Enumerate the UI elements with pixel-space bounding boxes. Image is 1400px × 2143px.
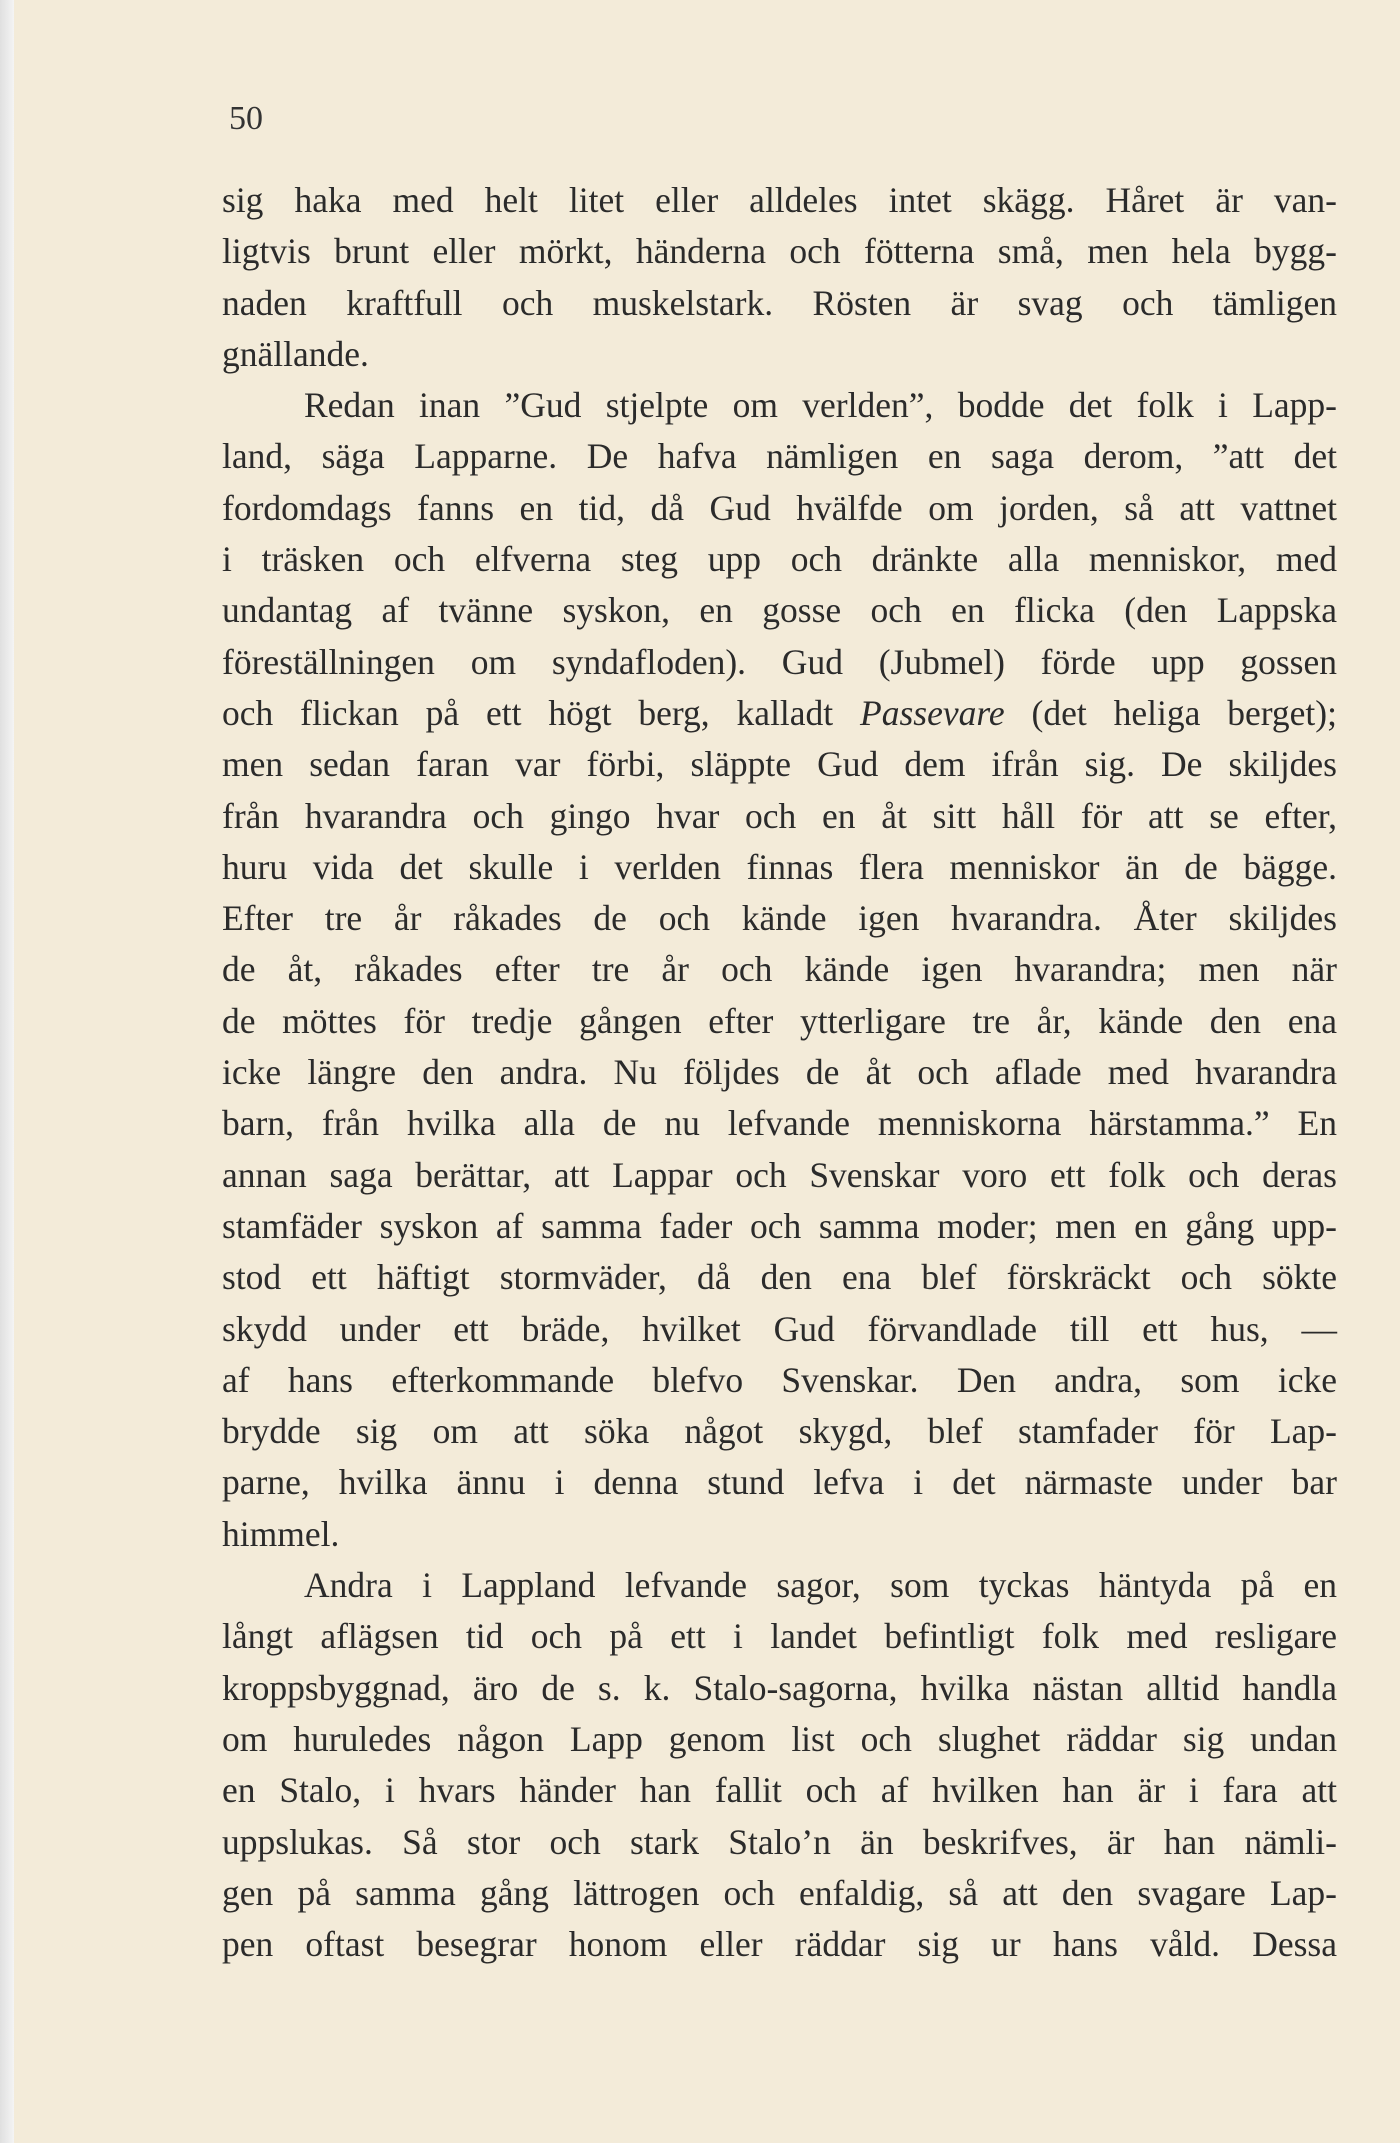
text-line: skydd under ett bräde, hvilket Gud förvandlade till ett hus, — (222, 1308, 1337, 1349)
text-line: barn, från hvilka alla de nu lefvande menniskorna härstamma.” En (222, 1103, 1337, 1144)
text-line: icke längre den andra. Nu följdes de åt och aflade med hvarandra (222, 1052, 1337, 1093)
text-line: långt aflägsen tid och på ett i landet befintligt folk med resligare (222, 1616, 1337, 1657)
text-line: pen oftast besegrar honom eller räddar sig ur hans våld. Dessa (222, 1924, 1337, 1965)
body-text (222, 175, 1337, 1970)
text-line: land, säga Lapparne. De hafva nämligen en saga derom, ”att det (222, 436, 1337, 477)
text-line: stod ett häftigt stormväder, då den ena blef förskräckt och sökte (222, 1257, 1337, 1298)
text-line: parne, hvilka ännu i denna stund lefva i det närmaste under bar (222, 1462, 1337, 1503)
text-line: en Stalo, i hvars händer han fallit och af hvilken han är i fara att (222, 1770, 1337, 1811)
text-line: undantag af tvänne syskon, en gosse och en flicka (den Lappska (222, 590, 1337, 631)
text-line: i träsken och elfverna steg upp och dränkte alla menniskor, med (222, 539, 1337, 580)
text-line: om huruledes någon Lapp genom list och slughet räddar sig undan (222, 1718, 1337, 1759)
text-line: kroppsbyggnad, äro de s. k. Stalo-sagorna, hvilka nästan alltid handla (222, 1667, 1337, 1708)
text-line: af hans efterkommande blefvo Svenskar. Den andra, som icke (222, 1359, 1337, 1400)
text-line: Efter tre år råkades de och kände igen hvarandra. Åter skiljdes (222, 898, 1337, 939)
text-line: annan saga berättar, att Lappar och Svenskar voro ett folk och deras (222, 1154, 1337, 1195)
text-line: fordomdags fanns en tid, då Gud hvälfde om jorden, så att vattnet (222, 487, 1337, 528)
text-line: uppslukas. Så stor och stark Stalo’n än beskrifves, är han nämli- (222, 1821, 1337, 1862)
text-line: från hvarandra och gingo hvar och en åt sitt håll för att se efter, (222, 795, 1337, 836)
text-line: gnällande. (222, 333, 369, 374)
text-line: himmel. (222, 1513, 340, 1554)
text-line: men sedan faran var förbi, släppte Gud dem ifrån sig. De skiljdes (222, 744, 1337, 785)
text-line: Andra i Lappland lefvande sagor, som tyckas häntyda på en (304, 1565, 1337, 1606)
text-line: brydde sig om att söka något skygd, blef stamfader för Lap- (222, 1411, 1337, 1452)
text-line: gen på samma gång lättrogen och enfaldig, så att den svagare Lap- (222, 1872, 1337, 1913)
text-line: sig haka med helt litet eller alldeles intet skägg. Håret är van- (222, 180, 1337, 220)
text-line: stamfäder syskon af samma fader och samma moder; men en gång upp- (222, 1205, 1337, 1246)
text-line: Redan inan ”Gud stjelpte om verlden”, bodde det folk i Lapp- (304, 385, 1337, 426)
scan-edge (0, 0, 14, 2143)
text-line: huru vida det skulle i verlden finnas flera menniskor än de bägge. (222, 846, 1337, 887)
page-number: 50 (229, 100, 263, 137)
text-line: och flickan på ett högt berg, kalladt Passevare (det heliga berget); (222, 692, 1337, 733)
text-line: ligtvis brunt eller mörkt, händerna och fötterna små, men hela bygg- (222, 231, 1337, 272)
text-line: naden kraftfull och muskelstark. Rösten är svag och tämligen (222, 282, 1337, 323)
text-line: föreställningen om syndafloden). Gud (Jubmel) förde upp gossen (222, 641, 1337, 682)
text-line: de möttes för tredje gången efter ytterligare tre år, kände den ena (222, 1000, 1337, 1041)
text-line: de åt, råkades efter tre år och kände igen hvarandra; men när (222, 949, 1337, 990)
